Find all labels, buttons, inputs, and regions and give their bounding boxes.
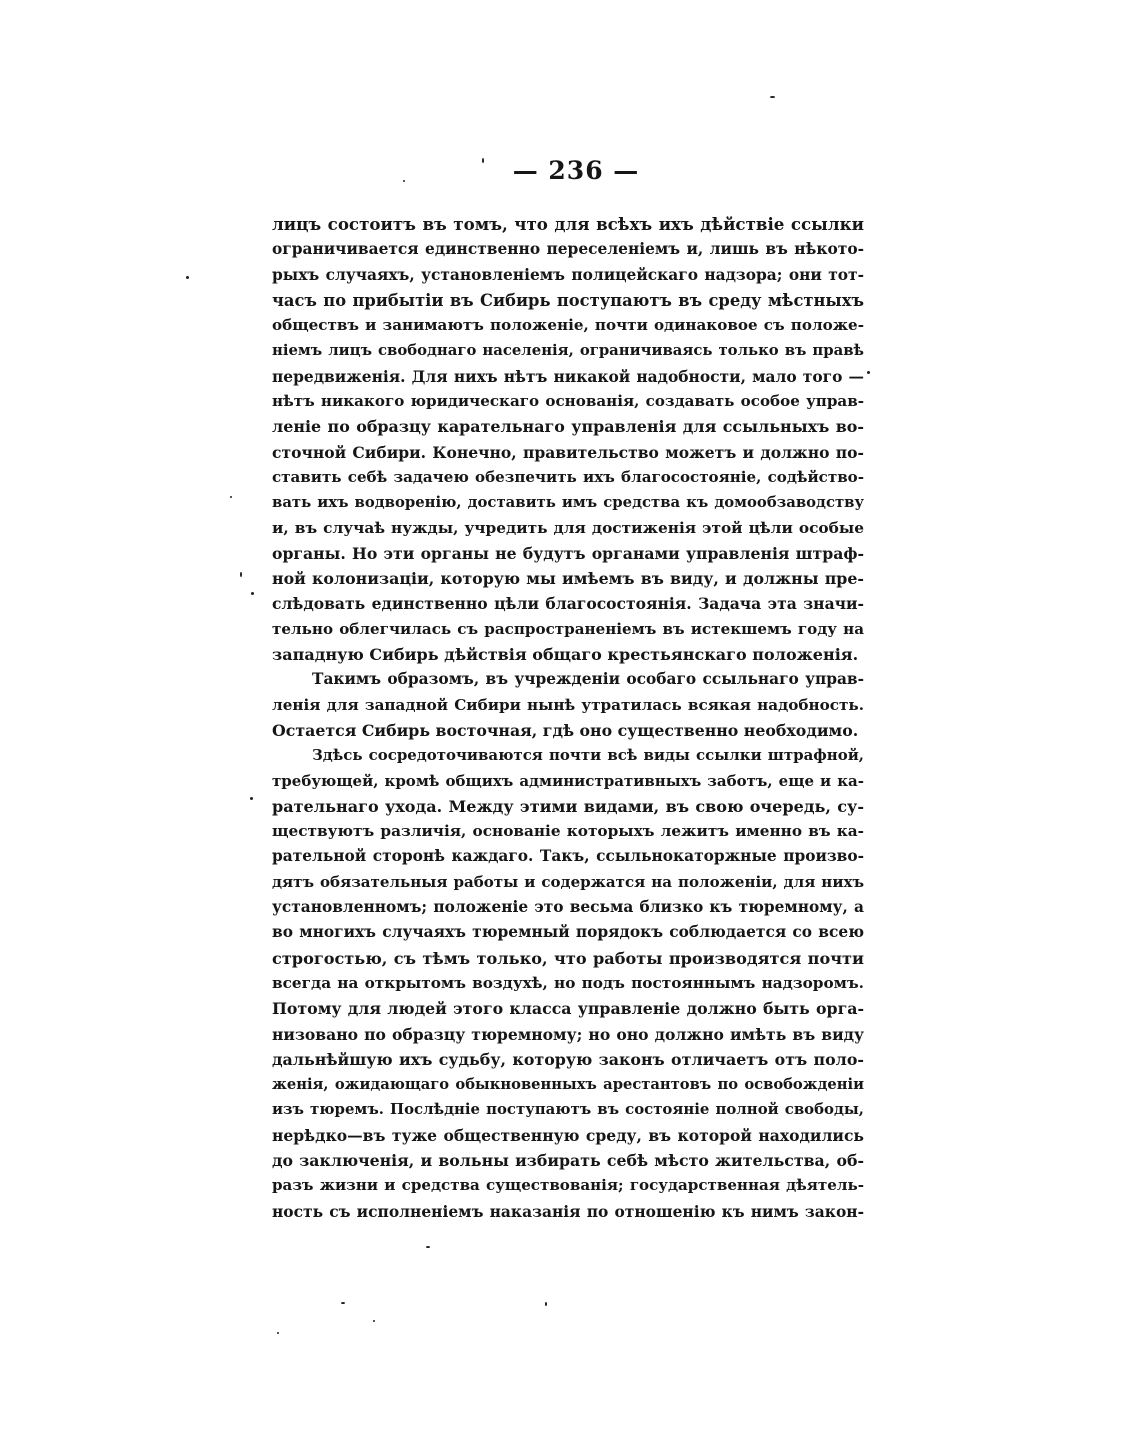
text-line: ленія для западной Сибири нынѣ утратилась всякая надобность. — [272, 695, 864, 714]
text-line: вать ихъ водворенію, доставить имъ средства къ домообзаводству — [272, 493, 864, 512]
text-line: во многихъ случаяхъ тюремный порядокъ соблюдается со всею — [272, 923, 864, 942]
text-line: нѣтъ никакого юридическаго основанія, создавать особое управ- — [272, 392, 864, 411]
text-line: изъ тюремъ. Послѣдніе поступаютъ въ состояніе полной свободы, — [272, 1100, 864, 1119]
text-line: ной колонизаціи, которую мы имѣемъ въ виду, и должны пре- — [272, 569, 864, 589]
page-number: — 236 — — [512, 156, 640, 185]
text-line: передвиженія. Для нихъ нѣтъ никакой надобности, мало того — — [272, 366, 864, 386]
scan-speck — [341, 1302, 345, 1304]
scan-speck — [230, 496, 232, 498]
scan-speck — [186, 276, 189, 279]
text-line: женія, ожидающаго обыкновенныхъ арестантовъ по освобожденіи — [272, 1076, 864, 1094]
text-line: часъ по прибытіи въ Сибирь поступаютъ въ среду мѣстныхъ — [272, 290, 864, 310]
text-line: рательной сторонѣ каждаго. Такъ, ссыльнокаторжные произво- — [272, 847, 864, 866]
text-line: разъ жизни и средства существованія; государственная дѣятель- — [272, 1176, 864, 1195]
text-line: леніе по образцу карательнаго управленія для ссыльныхъ во- — [272, 417, 864, 437]
text-line: рательнаго ухода. Между этими видами, въ свою очередь, су- — [272, 796, 864, 816]
text-line: дятъ обязательныя работы и содержатся на положеніи, для нихъ — [272, 872, 864, 891]
paragraph-end-line: западную Сибирь дѣйствія общаго крестьянскаго положенія. — [272, 645, 859, 665]
text-line: и, въ случаѣ нужды, учредить для достиженія этой цѣли особые — [272, 518, 864, 537]
text-line: органы. Но эти органы не будутъ органами управленія штраф- — [272, 543, 864, 563]
scan-speck — [770, 96, 775, 98]
paragraph-start-line: Такимъ образомъ, въ учрежденіи особаго ссыльнаго управ- — [312, 670, 864, 689]
text-line: низовано по образцу тюремному; но оно должно имѣть въ виду — [272, 1024, 864, 1044]
text-line: требующей, кромѣ общихъ административныхъ заботъ, еще и ка- — [272, 771, 864, 790]
text-line: нерѣдко—въ туже общественную среду, въ которой находились — [272, 1125, 864, 1145]
text-line: Потому для людей этого класса управленіе должно быть орга- — [272, 999, 864, 1019]
text-line: ставить себѣ задачею обезпечить ихъ благосостояніе, содѣйство- — [272, 467, 864, 486]
text-line: рыхъ случаяхъ, установленіемъ полицейскаго надзора; они тот- — [272, 265, 864, 284]
paragraph-start-line: Здѣсь сосредоточиваются почти всѣ виды ссылки штрафной, — [312, 746, 864, 765]
scan-speck — [277, 1332, 279, 1334]
text-line: ществуютъ различія, основаніе которыхъ лежитъ именно въ ка- — [272, 822, 864, 841]
text-line: сточной Сибири. Конечно, правительство можетъ и должно по- — [272, 442, 864, 462]
scan-speck — [240, 572, 242, 577]
scan-speck — [545, 1302, 547, 1306]
text-line: до заключенія, и вольны избирать себѣ мѣсто жительства, об- — [272, 1150, 864, 1170]
text-line: всегда на открытомъ воздухѣ, но подъ постояннымъ надзоромъ. — [272, 973, 864, 992]
text-line: слѣдовать единственно цѣли благосостоянія. Задача эта значи- — [272, 594, 864, 614]
text-line: обществъ и занимаютъ положеніе, почти одинаковое съ положе- — [272, 316, 864, 335]
scan-speck — [867, 371, 870, 374]
paragraph-end-line: Остается Сибирь восточная, гдѣ оно существенно необходимо. — [272, 720, 859, 740]
text-line: строгостью, съ тѣмъ только, что работы производятся почти — [272, 948, 864, 968]
text-line: тельно облегчилась съ распространеніемъ въ истекшемъ году на — [272, 619, 864, 638]
text-line: ніемъ лицъ свободнаго населенія, ограничиваясь только въ правѣ — [272, 342, 864, 360]
text-line: лицъ состоитъ въ томъ, что для всѣхъ ихъ дѣйствіе ссылки — [272, 214, 864, 234]
body-text — [272, 212, 864, 1224]
scan-speck — [251, 592, 254, 595]
text-line: ность съ исполненіемъ наказанія по отношенію къ нимъ закон- — [272, 1201, 864, 1221]
scan-speck — [482, 158, 484, 163]
scan-speck — [373, 1320, 375, 1322]
text-line: установленномъ; положеніе это весьма близко къ тюремному, а — [272, 898, 864, 917]
scan-speck — [426, 1246, 430, 1248]
text-line: дальнѣйшую ихъ судьбу, которую законъ отличаетъ отъ поло- — [272, 1049, 864, 1069]
text-line: ограничивается единственно переселеніемъ и, лишь въ нѣкото- — [272, 240, 864, 259]
scan-speck — [250, 797, 253, 800]
scan-speck — [403, 180, 405, 182]
